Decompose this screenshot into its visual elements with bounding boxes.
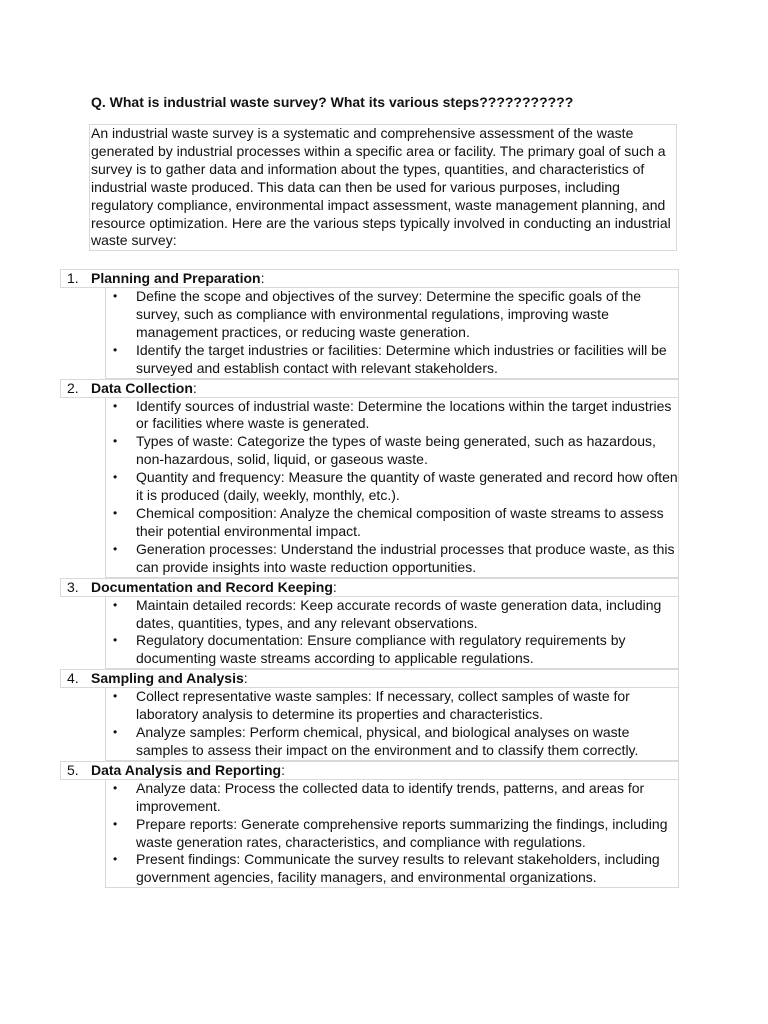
step-item [60,669,679,761]
bullet-text: Identify sources of industrial waste: Determine the locations within the target industries or facilities where waste is generated. [136,397,672,432]
step-number: 1. [67,270,79,286]
bullet-icon: • [113,633,118,648]
step-title [91,579,337,596]
step-item [60,379,679,578]
list-item [106,851,678,887]
step-title-suffix: : [332,578,337,595]
step-title-text: Data Analysis and Reporting [91,761,282,778]
list-item [106,780,678,816]
step-title-text: Data Collection [91,379,193,396]
step-title-text: Documentation and Record Keeping [91,578,333,595]
bullet-text: Types of waste: Categorize the types of waste being generated, such as hazardous, non-hazardous, solid, liquid, or gaseous waste. [136,433,656,468]
step-title-suffix: : [192,379,197,396]
step-title [91,380,197,397]
list-item [106,433,678,469]
step-title-suffix: : [281,761,285,778]
list-item [106,724,678,760]
list-item [106,688,678,724]
step-bullets [105,398,679,578]
list-item [106,505,678,541]
step-title-suffix: : [260,270,265,286]
bullet-icon: • [113,725,118,740]
bullet-text: Generation processes: Understand the industrial processes that produce waste, as this can provide insights into waste reduction opportunities. [136,540,675,575]
step-bullets [105,597,679,670]
bullet-icon: • [113,852,118,867]
bullet-text: Analyze data: Process the collected data to identify trends, patterns, and areas for improvement. [136,779,645,814]
bullet-text: Collect representative waste samples: If necessary, collect samples of waste for laboratory analysis to determine its properties and characteristics. [136,688,630,723]
list-item [106,816,678,852]
step-item [60,761,679,888]
bullet-icon: • [113,398,118,413]
step-heading [60,578,679,597]
bullet-icon: • [113,780,118,795]
bullet-icon: • [113,816,118,831]
step-heading [60,669,679,688]
list-item [106,288,678,342]
step-item [60,578,679,670]
list-item [106,632,678,668]
step-title [91,762,285,779]
bullet-text: Identify the target industries or facilities: Determine which industries or facilities will be surveyed and establish contact with relevant stakeholders. [136,341,667,376]
bullet-icon: • [113,541,118,556]
bullet-text: Chemical composition: Analyze the chemical composition of waste streams to assess their potential environmental impact. [136,504,664,539]
step-bullets [105,288,679,379]
step-title-text: Sampling and Analysis [91,670,244,687]
step-heading [60,379,679,398]
bullet-text: Define the scope and objectives of the survey: Determine the specific goals of the survey, such as compliance with environmental regulations, improving waste management practices, or reducing waste generation. [136,288,642,340]
step-heading [60,269,679,288]
list-item [106,342,678,378]
bullet-text: Quantity and frequency: Measure the quantity of waste generated and record how often it is produced (daily, weekly, monthly, etc.). [136,469,678,504]
step-title [91,270,264,287]
step-number: 4. [67,670,79,687]
bullet-text: Analyze samples: Perform chemical, physical, and biological analyses on waste samples to assess their impact on the environment and to classify them correctly. [136,724,639,758]
step-bullets [105,780,679,888]
bullet-icon: • [113,470,118,485]
step-title [91,670,248,687]
steps-list [60,269,679,888]
question-heading: Q. What is industrial waste survey? What its various steps??????????? [91,94,574,110]
bullet-icon: • [113,342,118,357]
bullet-icon: • [113,434,118,449]
step-number: 5. [67,761,79,778]
step-number: 2. [67,379,79,396]
intro-paragraph: An industrial waste survey is a systematic and comprehensive assessment of the waste generated by industrial processes within a specific area or facility. The primary goal of such a survey is to gather data and information about the types, quantities, and characteristics of industrial waste produced. This data can then be used for various purposes, including regulatory compliance, environmental impact assessment, waste management planning, and resource optimization. Here are the various steps typically involved in conducting an industrial waste survey: [89,124,677,251]
bullet-icon: • [113,505,118,520]
step-heading [60,761,679,780]
list-item [106,541,678,577]
step-bullets [105,688,679,761]
list-item [106,398,678,434]
list-item [106,469,678,505]
step-number: 3. [67,578,79,595]
bullet-text: Present findings: Communicate the survey results to relevant stakeholders, including government agencies, facility managers, and environmental organizations. [136,851,660,886]
bullet-text: Maintain detailed records: Keep accurate records of waste generation data, including dates, quantities, types, and any relevant observations. [136,596,662,631]
bullet-icon: • [113,289,118,303]
step-title-suffix: : [243,670,248,687]
bullet-icon: • [113,597,118,612]
list-item [106,597,678,633]
step-title-text: Planning and Preparation [91,270,261,286]
step-item [60,269,679,379]
bullet-text: Prepare reports: Generate comprehensive reports summarizing the findings, including waste generation rates, characteristics, and compliance with regulations. [136,815,668,850]
bullet-text: Regulatory documentation: Ensure compliance with regulatory requirements by documenting waste streams according to applicable regulations. [136,632,626,667]
bullet-icon: • [113,689,118,704]
